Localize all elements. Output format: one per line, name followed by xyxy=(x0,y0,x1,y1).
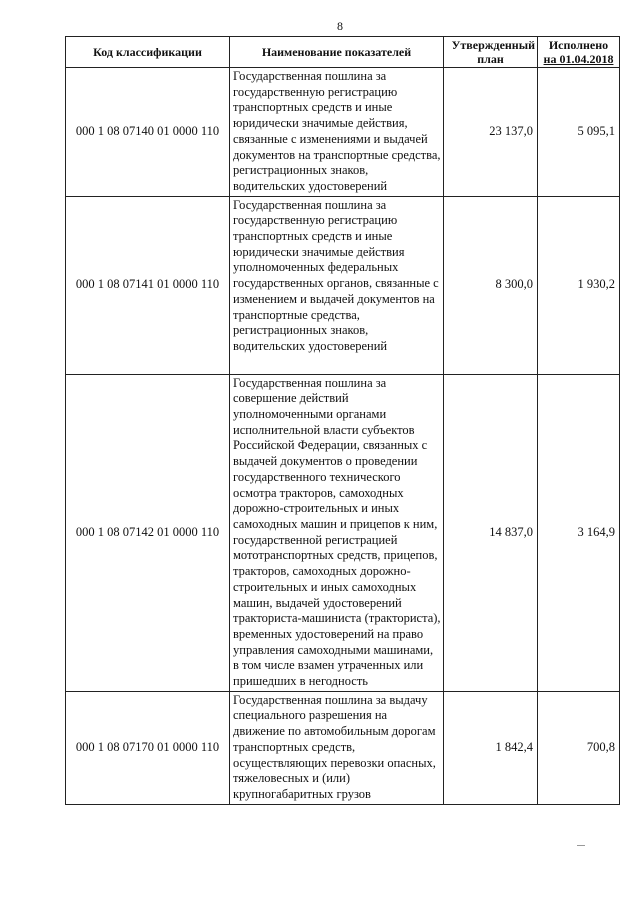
table-row xyxy=(66,196,620,374)
header-approved-plan xyxy=(444,37,538,68)
row-plan-value: 14 837,0 xyxy=(444,374,538,691)
header-executed-line1: Исполнено xyxy=(548,38,609,52)
row-code: 000 1 08 07141 01 0000 110 xyxy=(66,196,230,374)
header-executed xyxy=(538,37,620,68)
table-row xyxy=(66,374,620,691)
row-plan-value: 1 842,4 xyxy=(444,691,538,804)
header-classification-code: Код классификации xyxy=(66,37,230,68)
table-header-row xyxy=(66,37,620,68)
header-executed-line2: на 01.04.2018 xyxy=(543,52,614,66)
row-executed-value: 700,8 xyxy=(538,691,620,804)
header-approved-plan-line1: Утвержденный xyxy=(451,38,535,52)
row-plan-value: 8 300,0 xyxy=(444,196,538,374)
page-number: 8 xyxy=(337,19,343,33)
row-name: Государственная пошлина за совершение действий уполномоченными органами исполнительной власти субъектов Российской Федерации, связанных с выдачей документов о проведении государственного технического осмотра тракторов, самоходных дорожно-строительных и иных самоходных машин и прицепов к ним, государственной регистрацией мототранспортных средств, прицепов, тракторов, самоходных дорожно-строительных и иных самоходных машин, выдачей удостоверений тракториста-машиниста (тракториста), временных удостоверений на право управления самоходными машинами, в том числе взамен утраченных или пришедших в негодность xyxy=(230,374,444,691)
row-name: Государственная пошлина за выдачу специального разрешения на движение по автомобильным дорогам транспортных средств, осуществляющих перевозки опасных, тяжеловесных и (или) крупногабаритных грузов xyxy=(230,691,444,804)
table-row xyxy=(66,68,620,197)
row-plan-value: 23 137,0 xyxy=(444,68,538,197)
header-approved-plan-line2: план xyxy=(477,52,504,66)
row-executed-value: 5 095,1 xyxy=(538,68,620,197)
header-indicator-name: Наименование показателей xyxy=(230,37,444,68)
row-executed-value: 1 930,2 xyxy=(538,196,620,374)
row-name xyxy=(230,196,444,374)
row-code: 000 1 08 07142 01 0000 110 xyxy=(66,374,230,691)
scan-artifact-mark xyxy=(577,845,585,846)
row-name-text: Государственная пошлина за государственную регистрацию транспортных средств и иные юридически значимые действия уполномоченных федеральных государственных органов, связанные с изменением и выдачей документов на транспортные средства, регистрационных знаков, водительских удостоверений xyxy=(233,197,439,353)
row-code: 000 1 08 07170 01 0000 110 xyxy=(66,691,230,804)
row-name: Государственная пошлина за государственную регистрацию транспортных средств и иные юридически значимые действия, связанные с изменениями и выдачей документов на транспортные средства, регистрационных знаков, водительских удостоверений xyxy=(230,68,444,197)
budget-revenue-table xyxy=(65,36,620,805)
row-code: 000 1 08 07140 01 0000 110 xyxy=(66,68,230,197)
row-executed-value: 3 164,9 xyxy=(538,374,620,691)
table-row xyxy=(66,691,620,804)
